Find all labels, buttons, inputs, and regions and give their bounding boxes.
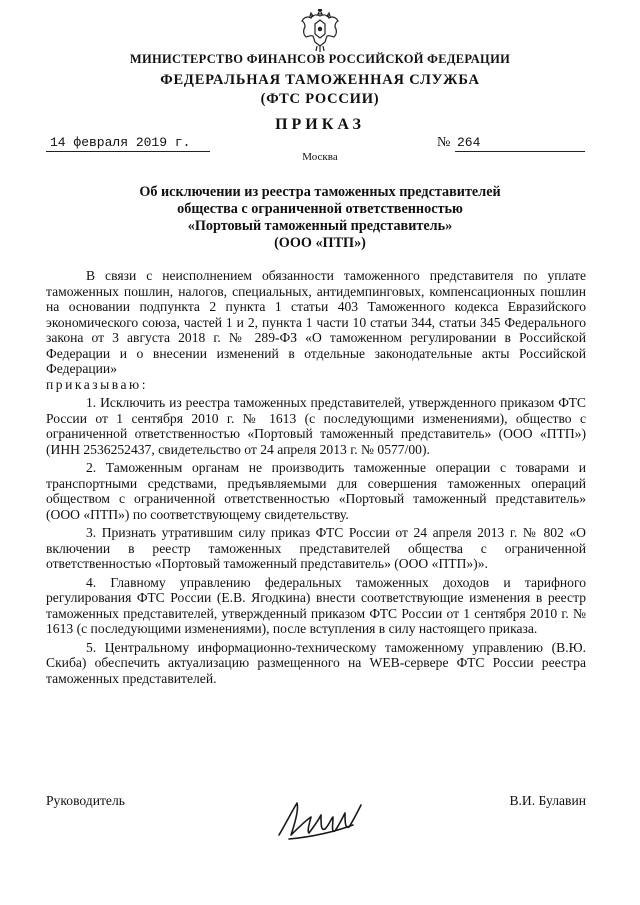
handwritten-signature xyxy=(271,795,371,845)
order-title xyxy=(0,184,640,252)
city: Москва xyxy=(302,151,338,163)
order-date: 14 февраля 2019 г. xyxy=(46,135,210,152)
service-name: ФЕДЕРАЛЬНАЯ ТАМОЖЕННАЯ СЛУЖБА xyxy=(160,72,480,88)
decree-word: приказываю: xyxy=(46,376,148,392)
signatory-name: В.И. Булавин xyxy=(509,793,586,808)
item-paragraph: 1. Исключить из реестра таможенных представителей, утвержденного приказом ФТС России от 1 сентября 2010 г. № 1613 (с последующими изменениями), общество с ограниченной ответственностью «Портовый таможенный представитель» (ООО «ПТП») (ИНН 2536252437, свидетельство от 24 апреля 2013 г. № 0577/00). xyxy=(46,395,586,457)
number-sign: № xyxy=(437,135,451,150)
double-headed-eagle-emblem-icon xyxy=(296,6,344,54)
item-paragraph: 4. Главному управлению федеральных таможенных доходов и тарифного регулирования ФТС России (Е.В. Ягодкина) внести соответствующие изменения в реестр таможенных представителей, утвержденный приказом ФТС России от 1 сентября 2010 г. № 1613 (с последующими изменениями), после вступления в силу настоящего приказа. xyxy=(46,574,586,636)
title-line: Об исключении из реестра таможенных представителей xyxy=(139,184,501,200)
title-line: (ООО «ПТП») xyxy=(274,235,366,251)
signature-block xyxy=(46,793,586,853)
item-paragraph: 3. Признать утратившим силу приказ ФТС России от 24 апреля 2013 г. № 802 «О включении в реестр таможенных представителей общества с ограниченной ответственностью «Портовый таможенный представитель» (ООО «ПТП»)». xyxy=(46,525,586,571)
signatory-role: Руководитель xyxy=(46,793,125,808)
ministry-name: МИНИСТЕРСТВО ФИНАНСОВ РОССИЙСКОЙ ФЕДЕРАЦИИ xyxy=(129,52,511,66)
title-line: «Портовый таможенный представитель» xyxy=(187,218,453,234)
intro-paragraph: В связи с неисполнением обязанности таможенного представителя по уплате таможенных пошлин, налогов, специальных, антидемпинговых, компенсационных пошлин на основании подпункта 2 пункта 1 статьи 403 Таможенного кодекса Евразийского экономического союза, частей 1 и 2, пункта 1 части 10 статьи 344, статьи 345 Федерального закона от 3 августа 2018 г. № 289-ФЗ «О таможенном регулировании в Российской Федерации и о внесении изменений в отдельные законодательные акты Российской Федерации» xyxy=(46,268,586,376)
item-paragraph: 5. Центральному информационно-техническому таможенному управлению (В.Ю. Скиба) обеспечить актуализацию размещенного на WEB-сервере ФТС России реестра таможенных представителей. xyxy=(46,639,586,686)
document-type: ПРИКАЗ xyxy=(275,116,365,133)
order-number-field xyxy=(437,135,585,151)
order-body xyxy=(46,268,586,689)
title-line: общества с ограниченной ответственностью xyxy=(177,201,463,217)
order-number: 264 xyxy=(455,135,585,152)
service-short-name: (ФТС РОССИИ) xyxy=(260,91,380,107)
item-paragraph: 2. Таможенным органам не производить таможенные операции с товарами и транспортными средствами, предъявляемыми для совершения таможенных операций обществом с ограниченной ответственностью «Портовый таможенный представитель» (ООО «ПТП») по соответствующему свидетельству. xyxy=(46,460,586,522)
